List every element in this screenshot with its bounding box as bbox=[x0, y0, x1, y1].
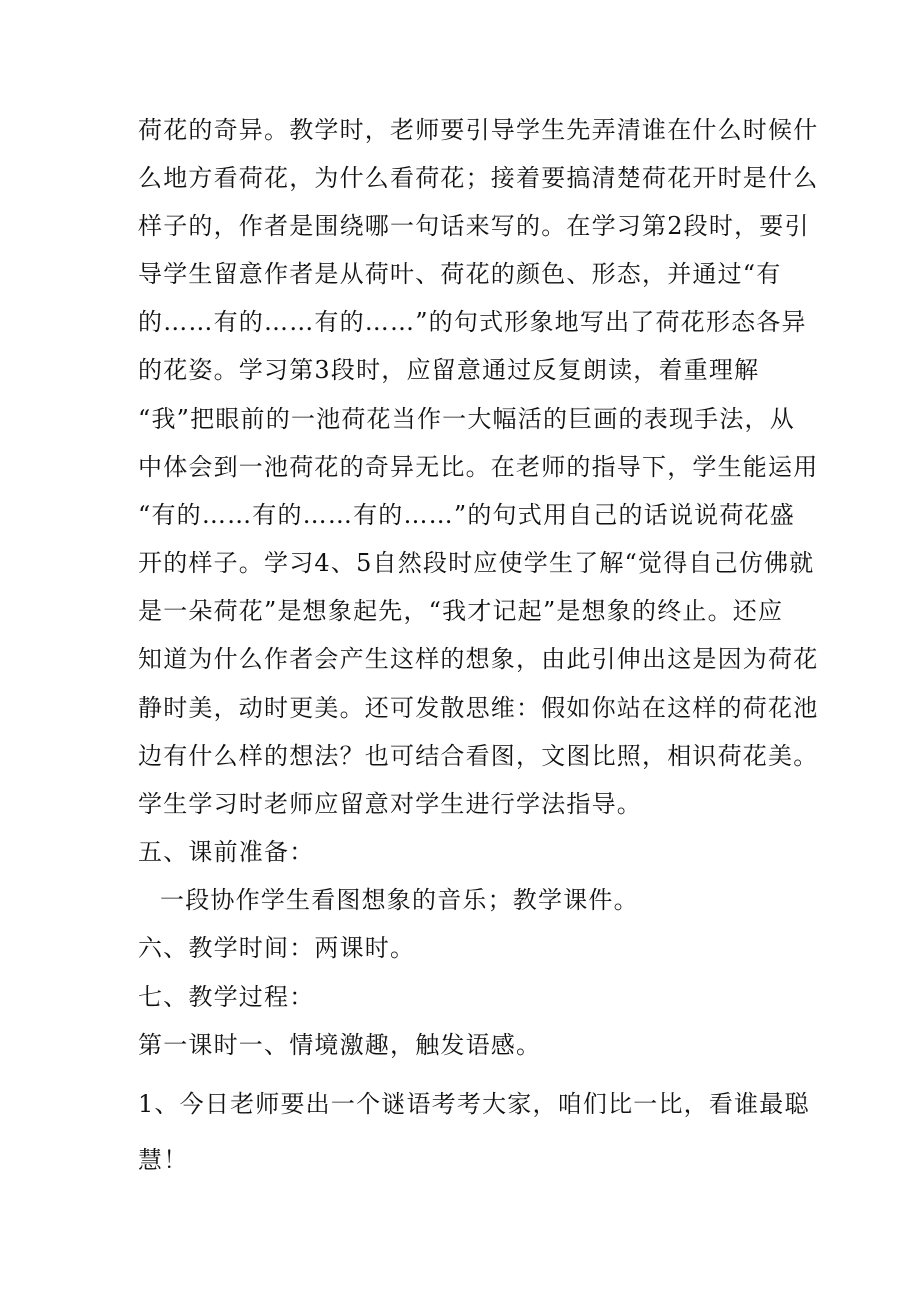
paragraph-line-4: 导学生留意作者是从荷叶、荷花的颜色、形态，并通过“有 bbox=[138, 260, 782, 288]
paragraph-line-8: 中体会到一池荷花的奇异无比。在老师的指导下，学生能运用 bbox=[138, 453, 819, 481]
paragraph-line-5: 的……有的……有的……”的句式形象地写出了荷花形态各异 bbox=[138, 308, 807, 336]
paragraph-line-13: 静时美，动时更美。还可发散思维：假如你站在这样的荷花池 bbox=[138, 694, 819, 722]
paragraph-line-15: 学生学习时老师应留意对学生进行学法指导。 bbox=[138, 790, 642, 818]
paragraph-line-1: 荷花的奇异。教学时，老师要引导学生先弄清谁在什么时候什 bbox=[138, 116, 819, 144]
paragraph-line-9: “有的……有的……有的……”的句式用自己的话说说荷花盛 bbox=[138, 501, 795, 529]
paragraph-line-3: 样子的，作者是围绕哪一句话来写的。在学习第2段时，要引 bbox=[138, 212, 810, 240]
section-5-body: 一段协作学生看图想象的音乐；教学课件。 bbox=[160, 886, 639, 914]
paragraph-line-7: “我”把眼前的一池荷花当作一大幅活的巨画的表现手法，从 bbox=[138, 405, 795, 433]
item-1-line-1: 1、今日老师要出一个谜语考考大家，咱们比一比，看谁最聪 bbox=[138, 1090, 810, 1118]
paragraph-line-6: 的花姿。学习第3段时，应留意通过反复朗读，着重理解 bbox=[138, 356, 760, 384]
lesson-1-line: 第一课时一、情境激趣，触发语感。 bbox=[138, 1031, 542, 1059]
paragraph-line-11: 是一朵荷花”是想象起先，“我才记起”是想象的终止。还应 bbox=[138, 597, 784, 625]
paragraph-line-10: 开的样子。学习4、5自然段时应使学生了解“觉得自己仿佛就 bbox=[138, 549, 815, 577]
paragraph-line-14: 边有什么样的想法？也可结合看图，文图比照，相识荷花美。 bbox=[138, 742, 819, 770]
item-1-line-2: 慧！ bbox=[138, 1146, 189, 1174]
section-6-line: 六、教学时间：两课时。 bbox=[138, 934, 416, 962]
paragraph-line-12: 知道为什么作者会产生这样的想象，由此引伸出这是因为荷花 bbox=[138, 645, 819, 673]
section-7-heading: 七、教学过程： bbox=[138, 983, 315, 1011]
section-5-heading: 五、课前准备： bbox=[138, 838, 315, 866]
paragraph-line-2: 么地方看荷花，为什么看荷花；接着要搞清楚荷花开时是什么 bbox=[138, 164, 819, 192]
